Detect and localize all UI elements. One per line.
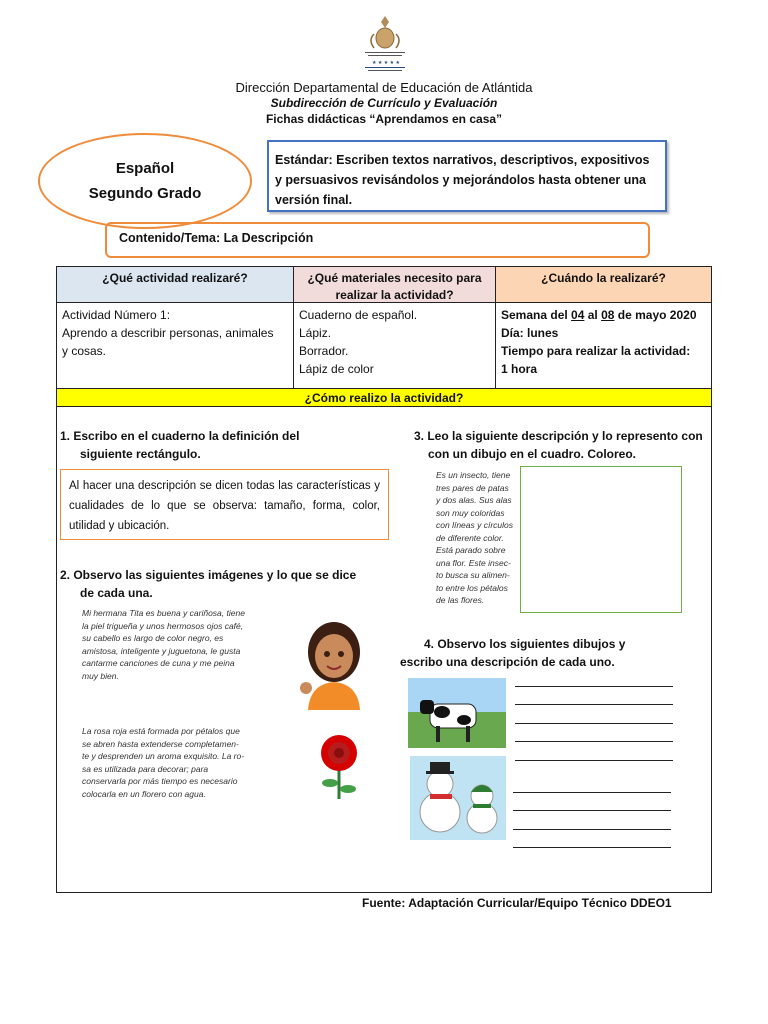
step-4-instruction: 4. Observo los siguientes dibujos y escribo una descripción de cada uno.: [400, 637, 626, 669]
drawing-box[interactable]: [520, 466, 682, 613]
insect-description: Es un insecto, tiene tres pares de patas y dos alas. Sus alas son muy coloridas con líneas y círculos de diferente color. Está parado sobre una flor. Este insec- to busca su alimen- to entre los pétalos de las flores.: [436, 470, 514, 605]
header-materials-line2: realizar la actividad?: [335, 288, 454, 302]
subject-oval: [38, 133, 252, 229]
writing-lines-cow[interactable]: [515, 668, 673, 761]
step-2-instruction: 2. Observo las siguientes imágenes y lo que se dice de cada una.: [60, 568, 357, 600]
step-3-instruction: 3. Leo la siguiente descripción y lo represento con con un dibujo en el cuadro. Coloreo.: [414, 429, 703, 461]
coat-of-arms-seal-icon: [360, 14, 410, 76]
rose-illustration-icon: [316, 733, 362, 799]
header-subdirection: Subdirección de Currículo y Evaluación: [270, 96, 498, 110]
header-activity-label: ¿Qué actividad realizaré?: [102, 271, 248, 285]
day-label: Día: lunes: [501, 326, 559, 340]
material-item: Borrador.: [299, 344, 349, 358]
time-label: Tiempo para realizar la actividad:: [501, 344, 691, 358]
time-value: 1 hora: [501, 362, 538, 376]
material-item: Lápiz de color: [299, 362, 374, 376]
header-materials-line1: ¿Qué materiales necesito para: [307, 271, 482, 285]
writing-lines-snowmen[interactable]: [513, 774, 671, 848]
day-from: 04: [571, 308, 585, 322]
subject-name: Español: [115, 160, 175, 177]
topic-box: Contenido/Tema: La Descripción: [105, 222, 650, 258]
svg-text:★ ★ ★ ★ ★: ★ ★ ★ ★ ★: [372, 60, 400, 66]
header-materials: [294, 267, 496, 303]
snowmen-illustration-icon: [410, 756, 506, 840]
step-1-instruction: 1. Escribo en el cuaderno la definición del siguiente rectángulo.: [60, 429, 300, 461]
activity-line: Aprendo a describir personas, animales: [62, 326, 274, 340]
activity-cell: [57, 303, 294, 389]
activity-line: Actividad Número 1:: [62, 308, 171, 322]
day-to: 08: [601, 308, 615, 322]
girl-description: Mi hermana Tita es buena y cariñosa, tiene la piel trigueña y unos hermosos ojos café, su cabello es largo de color negro, es amistosa, inteligente y juguetona, le gusta cantarme canciones de cuna y me peina muy bien.: [82, 608, 245, 681]
standard-box: Estándar: Escriben textos narrativos, descriptivos, expositivos y persuasivos revisándolos y mejorándolos hasta obtener una versión final.: [267, 140, 667, 212]
materials-cell: [294, 303, 496, 389]
material-item: Lápiz.: [299, 326, 332, 340]
header-department: Dirección Departamental de Educación de Atlántida: [235, 80, 533, 95]
rose-description: La rosa roja está formada por pétalos que se abren hasta extenderse completamen- te y desprenden un aroma exquisito. La ro- sa es utilizada para decorar; para conservarla por más tiempo es necesario colocarla en un florero con agua.: [82, 726, 245, 799]
header-worksheet-title: Fichas didácticas “Aprendamos en casa”: [265, 112, 503, 126]
header-when: [496, 267, 711, 303]
material-item: Cuaderno de español.: [299, 308, 418, 322]
cow-photo-icon: [408, 678, 506, 748]
girl-illustration-icon: [296, 614, 368, 710]
activity-line: y cosas.: [62, 344, 107, 358]
definition-box: Al hacer una descripción se dicen todas las características y cualidades de lo que se observa: tamaño, forma, color, utilidad y ubicación.: [60, 469, 389, 540]
subject-grade: Segundo Grado: [88, 185, 202, 202]
how-header: ¿Cómo realizo la actividad?: [57, 389, 711, 407]
when-cell: [496, 303, 711, 389]
source-footer: Fuente: Adaptación Curricular/Equipo Técnico DDEO1: [362, 896, 672, 910]
header-activity: [57, 267, 294, 303]
week-range: Semana del 04 al 08 de mayo 2020: [501, 308, 697, 322]
header-when-label: ¿Cuándo la realizaré?: [541, 271, 666, 285]
